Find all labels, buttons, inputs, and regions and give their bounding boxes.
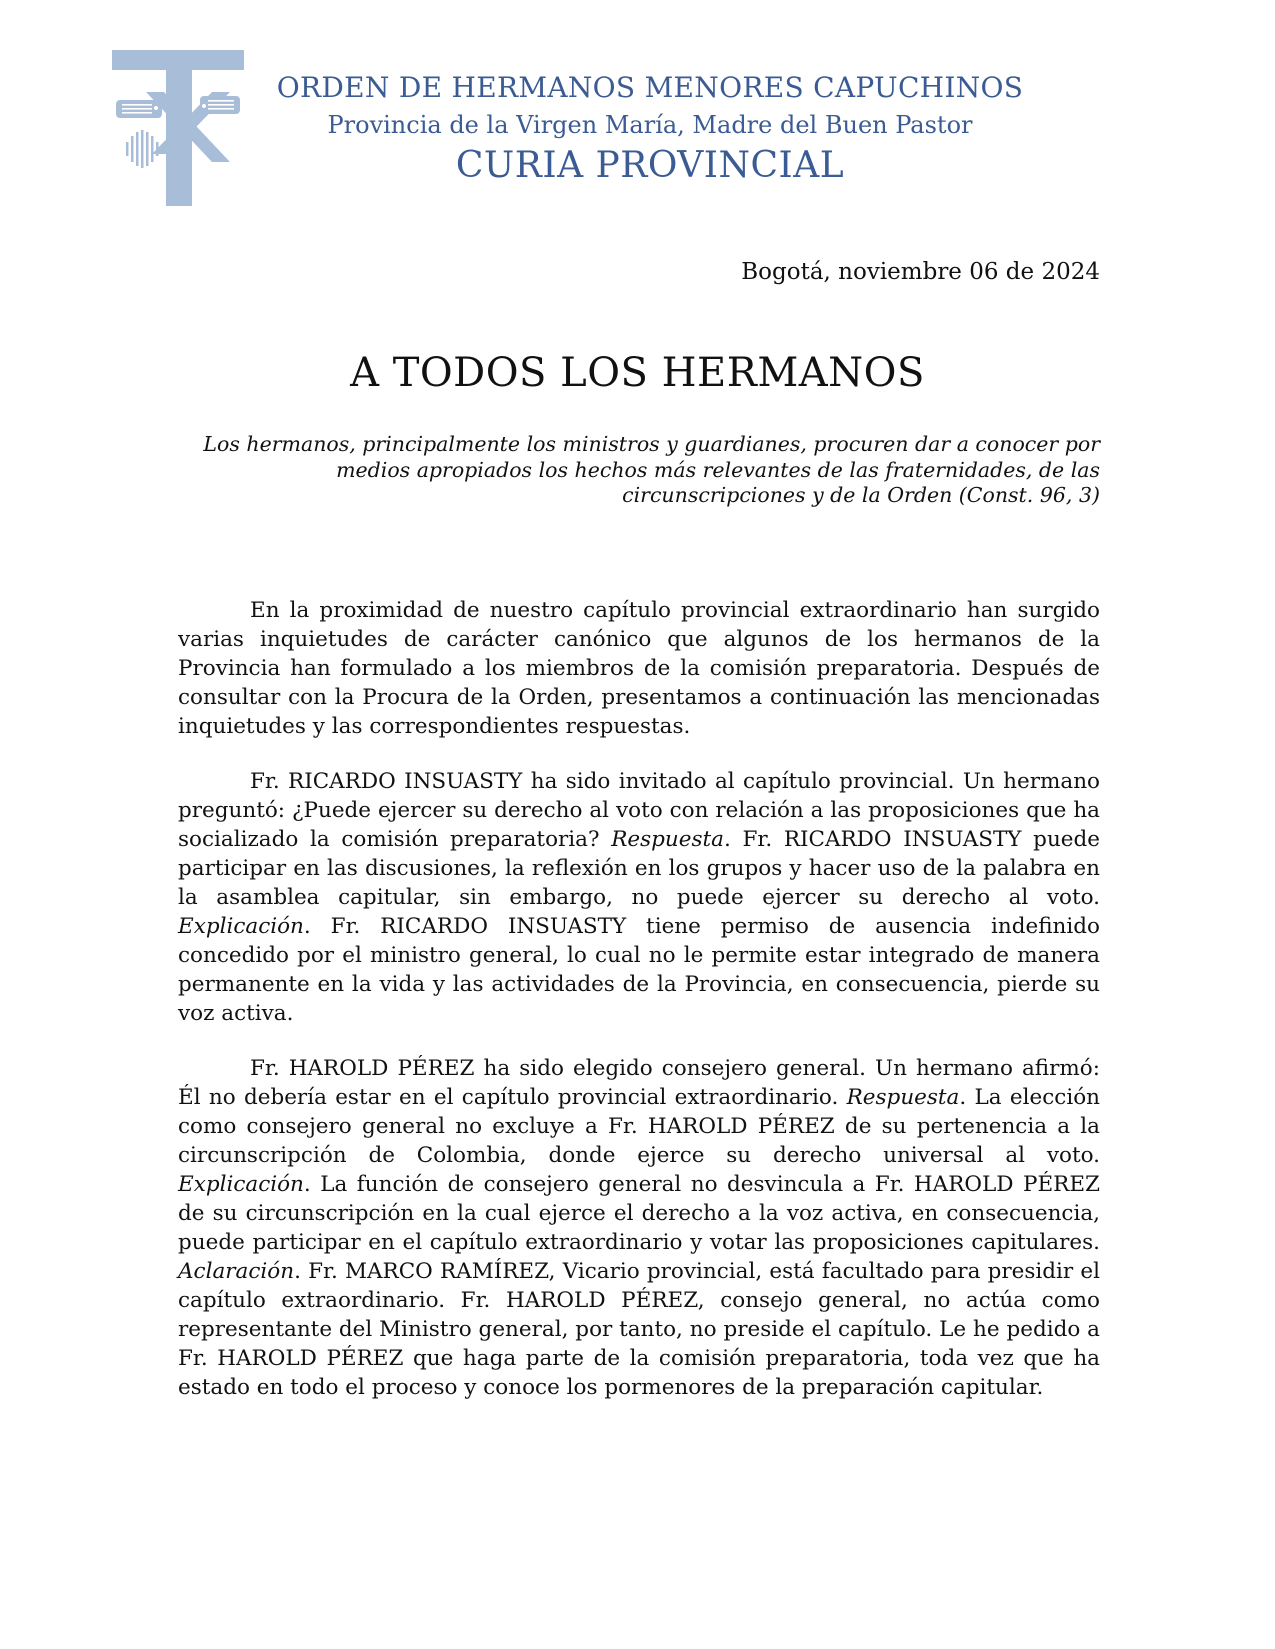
answer-label: Respuesta xyxy=(611,827,724,852)
epigraph-quote: Los hermanos, principalmente los ministros y guardianes, procuren dar a conocer por medios apropiados los hechos más relevantes de las fraternidades, de las circunscripciones y de la Orden (Const. 96, 3) xyxy=(203,432,1100,507)
paragraph-text: . Fr. RICARDO INSUASTY puede participar en las discusiones, la reflexión en los grupos y hacer uso de la palabra en la asamblea capitular, sin embargo, no puede ejercer su derecho al voto. xyxy=(178,827,1101,910)
explanation-label: Explicación xyxy=(178,914,304,939)
paragraph-text: . La elección como consejero general no excluye a Fr. HAROLD PÉREZ de su pertenencia a la circunscripción de Colombia, donde ejerce su derecho universal al voto. xyxy=(178,1085,1100,1168)
paragraph-text: En la proximidad de nuestro capítulo provincial extraordinario han surgido varias inquietudes de carácter canónico que algunos de los hermanos de la Provincia han formulado a los miembros de la comisión preparatoria. Después de consultar con la Procura de la Orden, presentamos a continuación las mencionadas inquietudes y las correspondientes respuestas. xyxy=(178,598,1100,739)
answer-label: Respuesta xyxy=(846,1085,960,1110)
letter-title: A TODOS LOS HERMANOS xyxy=(350,350,925,396)
order-name: ORDEN DE HERMANOS MENORES CAPUCHINOS xyxy=(276,71,1024,104)
letterhead xyxy=(270,70,1030,188)
paragraph-text: . La función de consejero general no desvincula a Fr. HAROLD PÉREZ de su circunscripción en la cual ejerce el derecho a la voz activa, en consecuencia, puede participar en el capítulo extraordinario y votar las proposiciones capitulares. xyxy=(178,1172,1100,1255)
paragraph-ricardo-insuasty xyxy=(178,767,1100,1028)
paragraph-text: Fr. RICARDO INSUASTY ha sido invitado al capítulo provincial. Un hermano preguntó: ¿Puede ejercer su derecho al voto con relación a las proposiciones que ha socializado la comisión preparatoria? xyxy=(178,769,1100,852)
letter-body xyxy=(178,596,1100,1428)
province-name: Provincia de la Virgen María, Madre del Buen Pastor xyxy=(327,111,973,139)
paragraph-harold-perez xyxy=(178,1054,1100,1402)
explanation-label: Explicación xyxy=(178,1172,304,1197)
clarification-label: Aclaración xyxy=(178,1259,295,1284)
paragraph-text: . Fr. RICARDO INSUASTY tiene permiso de ausencia indefinido concedido por el ministro general, lo cual no le permite estar integrado de manera permanente en la vida y las actividades de la Provincia, en consecuencia, pierde su voz activa. xyxy=(178,914,1100,1026)
letter-date: Bogotá, noviembre 06 de 2024 xyxy=(741,259,1100,285)
paragraph-text: Fr. HAROLD PÉREZ ha sido elegido consejero general. Un hermano afirmó: Él no debería estar en el capítulo provincial extraordinario. xyxy=(178,1056,1100,1110)
paragraph-text: . Fr. MARCO RAMÍREZ, Vicario provincial, está facultado para presidir el capítulo extraordinario. Fr. HAROLD PÉREZ, consejo general, no actúa como representante del Ministro general, por tanto, no preside el capítulo. Le he pedido a Fr. HAROLD PÉREZ que haga parte de la comisión preparatoria, toda vez que ha estado en todo el proceso y conoce los pormenores de la preparación capitular. xyxy=(178,1259,1100,1400)
paragraph-intro xyxy=(178,596,1100,741)
curia-name: CURIA PROVINCIAL xyxy=(455,145,845,186)
franciscan-tau-crossed-arms-icon xyxy=(112,50,250,206)
